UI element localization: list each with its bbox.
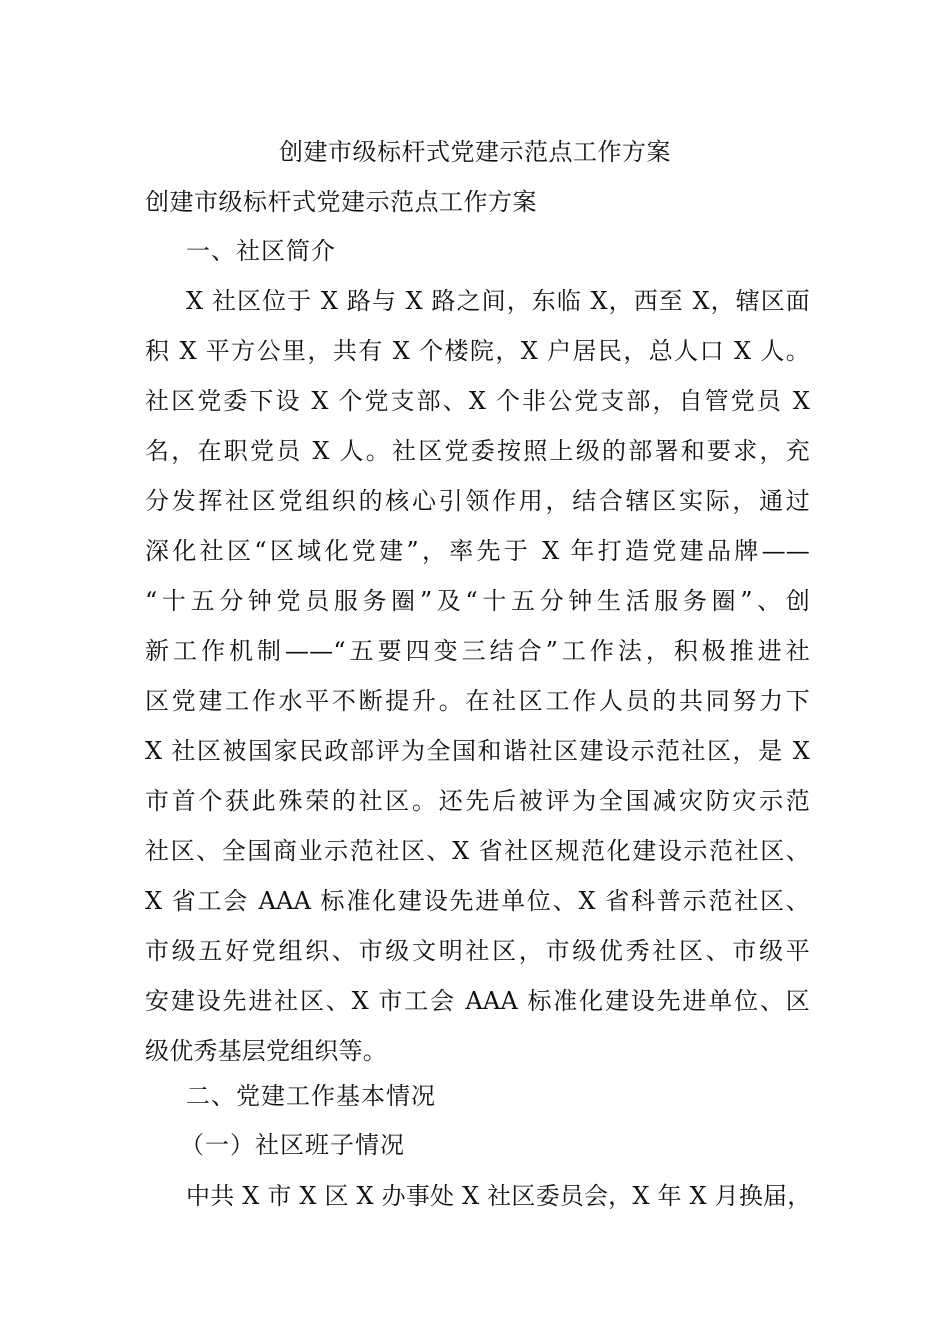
paragraph-line: 级优秀基层党组织等。 [145,1037,387,1065]
paragraph-line: 名，在职党员 X 人。社区党委按照上级的部署和要求，充 [145,437,810,465]
paragraph-line: 积 X 平方公里，共有 X 个楼院，X 户居民，总人口 X 人。 [145,337,810,365]
section-heading-party-building: 二、党建工作基本情况 [186,1082,436,1110]
paragraph-line: 社区党委下设 X 个党支部、X 个非公党支部，自管党员 X [145,387,810,415]
paragraph-line: 区党建工作水平不断提升。在社区工作人员的共同努力下 [145,687,810,715]
paragraph-line: 市首个获此殊荣的社区。还先后被评为全国减灾防灾示范 [145,787,810,815]
paragraph-line: 社区、全国商业示范社区、X 省社区规范化建设示范社区、 [145,837,810,865]
document-title: 创建市级标杆式党建示范点工作方案 [279,138,671,166]
document-subtitle: 创建市级标杆式党建示范点工作方案 [145,188,537,216]
paragraph-line: 安建设先进社区、X 市工会 AAA 标准化建设先进单位、区 [145,987,810,1015]
paragraph-line: 新工作机制——“五要四变三结合”工作法，积极推进社 [145,637,810,665]
paragraph-line: 市级五好党组织、市级文明社区，市级优秀社区、市级平 [145,937,810,965]
section-heading-community-intro: 一、社区简介 [186,237,336,265]
paragraph-line: X 省工会 AAA 标准化建设先进单位、X 省科普示范社区、 [145,887,810,915]
paragraph-line: 分发挥社区党组织的核心引领作用，结合辖区实际，通过 [145,487,810,515]
paragraph-community-intro [145,276,810,1076]
paragraph-line: X 社区被国家民政部评为全国和谐社区建设示范社区，是 X [145,737,810,765]
subsection-heading-leadership: （一）社区班子情况 [180,1131,405,1159]
paragraph-line: 深化社区“区域化党建”，率先于 X 年打造党建品牌—— [145,537,810,565]
paragraph-leadership [145,1171,810,1221]
paragraph-line: X 社区位于 X 路与 X 路之间，东临 X，西至 X，辖区面 [186,287,810,315]
paragraph-line: 中共 X 市 X 区 X 办事处 X 社区委员会，X 年 X 月换届， [186,1182,812,1210]
paragraph-line: “十五分钟党员服务圈”及“十五分钟生活服务圈”、创 [145,587,810,615]
